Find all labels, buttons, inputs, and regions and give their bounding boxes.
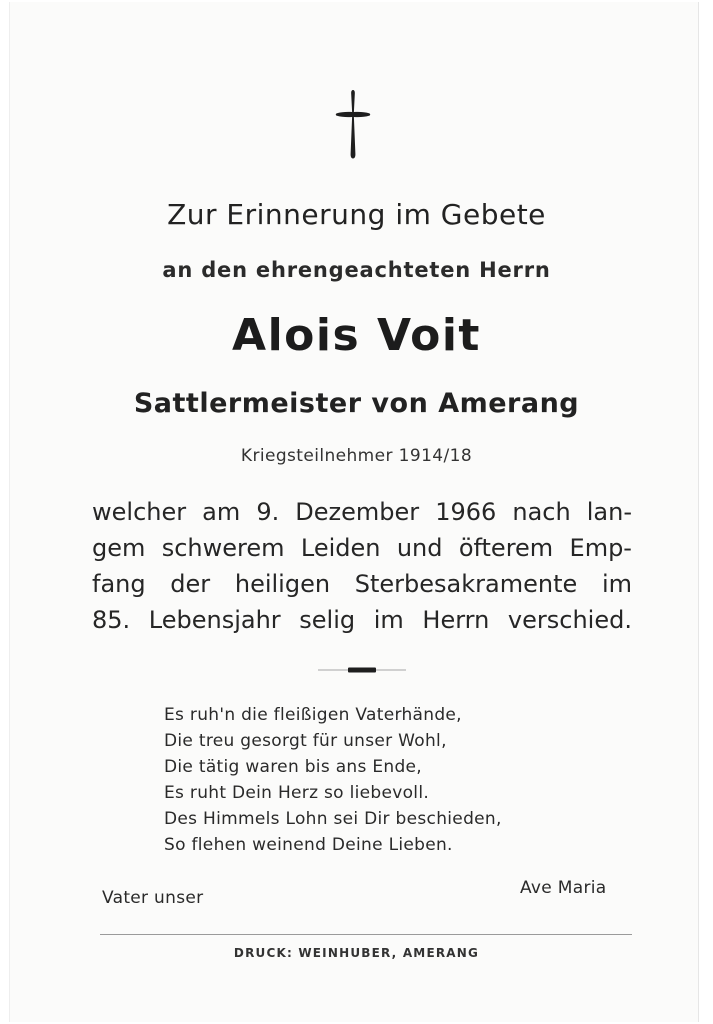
word: nach	[512, 498, 571, 526]
word: 9.	[256, 498, 280, 526]
word: Herrn	[422, 606, 490, 634]
verse-line: Es ruht Dein Herz so liebevoll.	[164, 783, 430, 803]
prayer-vater-unser: Vater unser	[102, 888, 204, 908]
prayer-ave-maria: Ave Maria	[520, 878, 607, 898]
announcement-line	[92, 602, 632, 638]
word: im	[601, 570, 632, 598]
ornamental-divider-icon	[318, 664, 406, 676]
word: 1966	[435, 498, 497, 526]
verse-line: Die treu gesorgt für unser Wohl,	[164, 731, 447, 751]
word: schwerem	[161, 534, 285, 562]
word: der	[170, 570, 211, 598]
word: im	[373, 606, 404, 634]
word: und	[396, 534, 443, 562]
memorial-verse	[164, 702, 502, 858]
verse-line: Die tätig waren bis ans Ende,	[164, 757, 423, 777]
word: verschied.	[507, 606, 632, 634]
word: welcher	[92, 498, 187, 526]
announcement-line	[92, 566, 632, 602]
verse-line: Es ruh'n die fleißigen Vaterhände,	[164, 705, 462, 725]
verse-line: So flehen weinend Deine Lieben.	[164, 835, 453, 855]
intro-line-remembrance: Zur Erinnerung im Gebete	[167, 198, 546, 231]
latin-cross-icon	[333, 88, 373, 160]
word: gem	[92, 534, 146, 562]
word: Dezember	[295, 498, 420, 526]
deceased-name: Alois Voit	[232, 310, 481, 361]
printer-credit: DRUCK: WEINHUBER, AMERANG	[233, 946, 480, 960]
word: Leiden	[300, 534, 381, 562]
occupation: Sattlermeister von Amerang	[133, 388, 580, 419]
word: lan-	[586, 498, 632, 526]
word: Sterbesakramente	[354, 570, 578, 598]
veteran-note: Kriegsteilnehmer 1914/18	[240, 446, 473, 466]
word: Lebensjahr	[148, 606, 281, 634]
announcement-line	[92, 494, 632, 530]
verse-line: Des Himmels Lohn sei Dir beschieden,	[164, 809, 502, 829]
word: selig	[299, 606, 356, 634]
footer-divider	[100, 934, 632, 935]
word: am	[202, 498, 241, 526]
word: öfterem	[458, 534, 554, 562]
word: Emp-	[569, 534, 632, 562]
word: fang	[92, 570, 146, 598]
word: 85.	[92, 606, 131, 634]
intro-line-honored: an den ehrengeachteten Herrn	[162, 258, 551, 282]
death-announcement	[92, 494, 632, 638]
announcement-line	[92, 530, 632, 566]
word: heiligen	[234, 570, 331, 598]
